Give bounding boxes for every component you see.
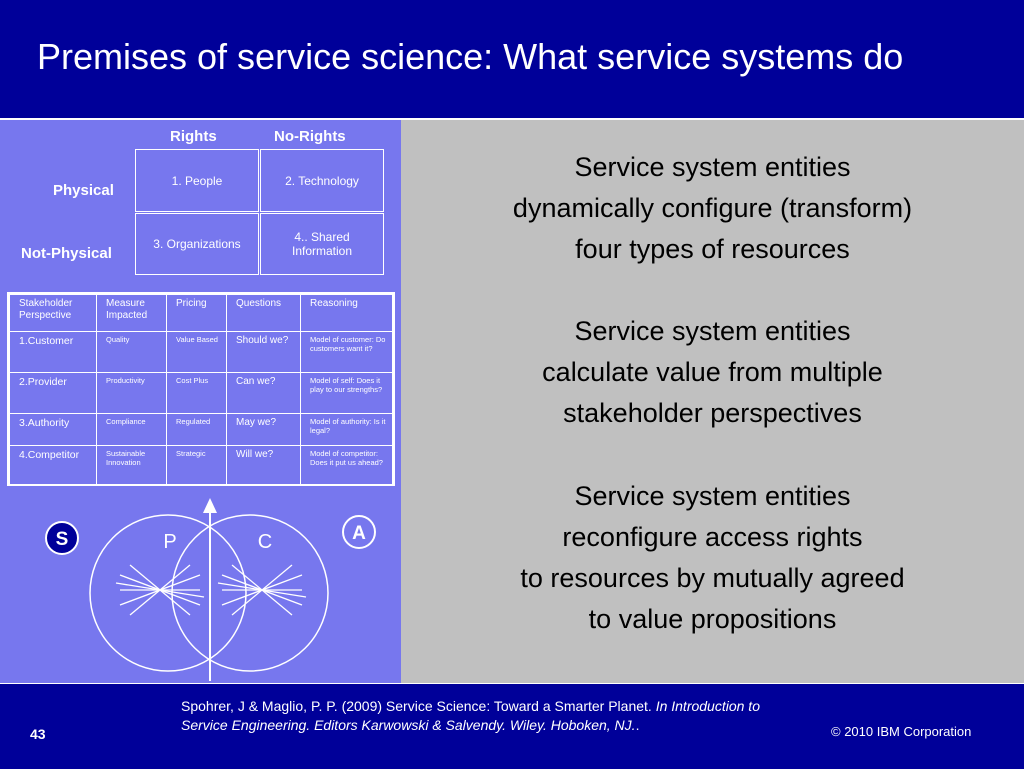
table-cell-pricing: Value Based: [167, 332, 227, 373]
table-cell-measure: Sustainable Innovation: [97, 446, 167, 485]
table-cell-stakeholder: 2.Provider: [10, 373, 97, 414]
row-header-physical: Physical: [53, 182, 114, 199]
statement-configure: [401, 147, 1024, 270]
table-header-cell: Pricing: [167, 295, 227, 332]
table-header-cell: Stakeholder Perspective: [10, 295, 97, 332]
table-cell-reasoning: Model of authority: Is it legal?: [301, 414, 393, 446]
table-header-cell: Reasoning: [301, 295, 393, 332]
col-header-rights: Rights: [170, 128, 217, 145]
table-row: [10, 332, 393, 373]
statement-line: reconfigure access rights: [562, 522, 863, 552]
row-header-not-physical: Not-Physical: [21, 245, 112, 262]
table-row: [10, 414, 393, 446]
statement-line: four types of resources: [575, 234, 850, 264]
table-cell-stakeholder: 4.Competitor: [10, 446, 97, 485]
grid-cell-people: 1. People: [135, 149, 259, 212]
citation-italic: In Introduction to Service Engineering. Editors Karwowski & Salvendy. Wiley. Hoboken, NJ.: [181, 698, 760, 733]
slide-number: 43: [30, 726, 46, 742]
s-badge-label: S: [55, 529, 69, 550]
statement-line: calculate value from multiple: [542, 357, 883, 387]
axis-arrowhead-icon: [203, 498, 217, 513]
table-cell-pricing: Cost Plus: [167, 373, 227, 414]
table-cell-stakeholder: 3.Authority: [10, 414, 97, 446]
provider-label: P: [163, 531, 177, 553]
table-cell-stakeholder: 1.Customer: [10, 332, 97, 373]
statement-value: [401, 311, 1024, 434]
table-cell-measure: Quality: [97, 332, 167, 373]
statement-line: Service system entities: [574, 316, 851, 346]
customer-circle: [172, 515, 328, 671]
statement-line: dynamically configure (transform): [512, 193, 913, 223]
col-header-no-rights: No-Rights: [274, 128, 346, 145]
customer-ray-bundle-icon: [218, 565, 306, 615]
table-cell-reasoning: Model of self: Does it play to our strengths?: [301, 373, 393, 414]
customer-label: C: [257, 531, 273, 553]
grid-cell-organizations: 3. Organizations: [135, 213, 259, 275]
table-row: [10, 446, 393, 485]
service-system-diagram: [0, 495, 401, 683]
table-header-cell: Questions: [227, 295, 301, 332]
grid-cell-technology: 2. Technology: [260, 149, 384, 212]
statement-line: Service system entities: [574, 481, 851, 511]
statement-line: stakeholder perspectives: [563, 398, 862, 428]
table-row: [10, 373, 393, 414]
citation-plain: Spohrer, J & Maglio, P. P. (2009) Service Science: Toward a Smarter Planet.: [181, 698, 656, 714]
statement-line: to value propositions: [588, 604, 837, 634]
table-cell-pricing: Regulated: [167, 414, 227, 446]
table-cell-measure: Compliance: [97, 414, 167, 446]
table-cell-question: Can we?: [227, 373, 301, 414]
table-cell-reasoning: Model of customer: Do customers want it?: [301, 332, 393, 373]
table-cell-question: May we?: [227, 414, 301, 446]
statement-line: to resources by mutually agreed: [520, 563, 905, 593]
slide-title: Premises of service science: What service systems do: [37, 36, 904, 77]
statement-access-rights: [401, 476, 1024, 640]
statement-line: Service system entities: [574, 152, 851, 182]
grid-cell-shared-information: 4.. Shared Information: [260, 213, 384, 275]
table-cell-measure: Productivity: [97, 373, 167, 414]
copyright: © 2010 IBM Corporation: [831, 724, 972, 739]
slide-header: [0, 0, 1024, 120]
table-header-cell: Measure Impacted: [97, 295, 167, 332]
table-cell-question: Will we?: [227, 446, 301, 485]
citation-tail: .: [635, 717, 640, 733]
table-header-row: [10, 295, 393, 332]
citation: [181, 697, 791, 735]
table-cell-question: Should we?: [227, 332, 301, 373]
table-cell-reasoning: Model of competitor: Does it put us ahead?: [301, 446, 393, 485]
table-cell-pricing: Strategic: [167, 446, 227, 485]
stakeholder-table: [7, 292, 395, 486]
a-badge-label: A: [352, 523, 366, 544]
provider-ray-bundle-icon: [116, 565, 204, 615]
